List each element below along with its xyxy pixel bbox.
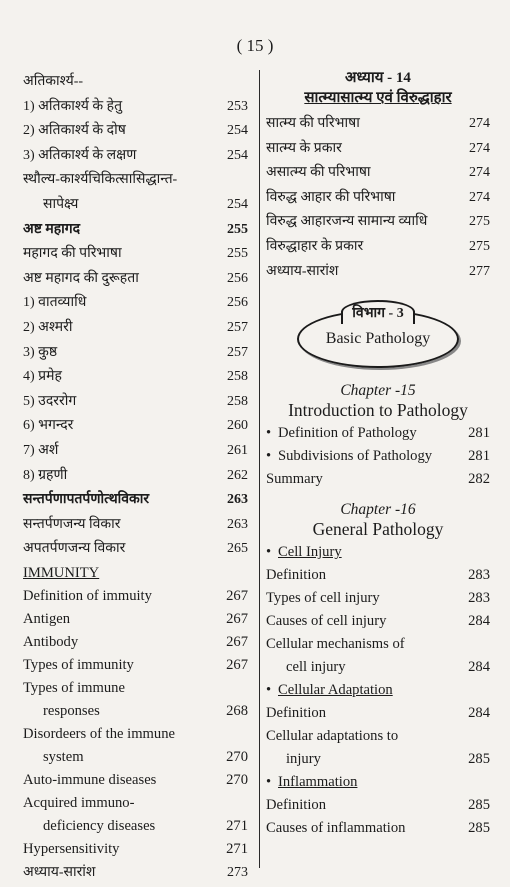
toc-entry-left	[43, 817, 155, 836]
toc-entry-title: Acquired immuno-	[23, 794, 135, 811]
toc-entry-left	[266, 589, 380, 608]
toc-entry-title: system	[43, 748, 84, 765]
toc-entry-left	[23, 656, 134, 675]
toc-entry	[23, 771, 248, 790]
toc-entry	[23, 220, 248, 240]
toc-entry-page: 265	[227, 541, 248, 557]
toc-entry-page: 271	[226, 817, 248, 834]
toc-entry	[266, 796, 490, 815]
toc-entry-page: 285	[468, 797, 490, 814]
chapter-15-list	[266, 424, 490, 489]
toc-entry-title: Cellular Adaptation	[278, 682, 393, 699]
toc-entry-title: Inflammation	[278, 774, 358, 791]
bullet-icon: •	[266, 682, 272, 699]
toc-entry-left	[266, 704, 326, 723]
toc-entry-left	[23, 587, 152, 606]
toc-entry-page: 258	[227, 369, 248, 385]
toc-entry-title: Antigen	[23, 610, 71, 627]
toc-entry-title: असात्म्य की परिभाषा	[266, 165, 371, 181]
toc-entry-page: 258	[227, 393, 248, 409]
toc-entry-page: 254	[227, 147, 248, 163]
toc-entry-left	[23, 220, 80, 240]
toc-entry-title: Definition of immuity	[23, 587, 152, 604]
toc-entry-left	[266, 163, 371, 183]
toc-entry-page: 263	[227, 492, 248, 508]
toc-entry	[23, 794, 248, 813]
toc-left-column	[23, 72, 248, 887]
toc-entry-left	[43, 748, 84, 767]
toc-entry-page: 271	[226, 840, 248, 857]
toc-entry-page: 284	[468, 705, 490, 722]
toc-entry	[266, 635, 490, 654]
toc-entry-page: 274	[469, 140, 490, 156]
toc-entry-left	[286, 750, 321, 769]
toc-entry-left	[266, 819, 405, 838]
toc-entry-title: 7) अर्श	[23, 442, 59, 458]
toc-entry-left	[266, 773, 357, 792]
toc-entry-page: 253	[227, 98, 248, 114]
toc-entry-page: 268	[226, 702, 248, 719]
toc-entry	[23, 564, 248, 583]
section-tab: विभाग - 3	[341, 300, 415, 324]
toc-entry-left	[23, 515, 120, 535]
toc-entry-title: अध्याय-सारांश	[266, 263, 339, 279]
toc-entry	[266, 212, 490, 232]
toc-entry-title: 8) ग्रहणी	[23, 467, 68, 483]
toc-entry-left	[23, 725, 175, 744]
chapter-14-list	[266, 114, 490, 282]
toc-entry-page: 277	[469, 263, 490, 279]
toc-entry-left	[23, 490, 149, 510]
toc-entry-title: responses	[43, 702, 100, 719]
toc-entry-title: Disordeers of the immune	[23, 725, 175, 742]
chapter-16-label: Chapter -16	[340, 501, 416, 519]
toc-entry-page: 283	[468, 590, 490, 607]
toc-entry-title: 1) अतिकार्श्य के हेतु	[23, 98, 123, 114]
toc-entry	[23, 121, 248, 141]
chapter-14-label: अध्याय - 14	[345, 70, 411, 86]
toc-entry	[266, 566, 490, 585]
bullet-icon: •	[266, 774, 272, 791]
toc-entry-left	[23, 863, 95, 883]
toc-entry-title: Cell Injury	[278, 544, 342, 561]
toc-entry	[23, 515, 248, 535]
toc-entry-left	[266, 543, 342, 562]
toc-entry-title: विरुद्ध आहारजन्य सामान्य व्याधि	[266, 214, 428, 230]
toc-entry-title: Definition	[266, 567, 326, 584]
toc-entry-left	[23, 416, 73, 436]
toc-entry	[23, 97, 248, 117]
toc-entry-left	[266, 114, 360, 134]
toc-entry-left	[266, 188, 395, 208]
toc-entry-page: 267	[226, 656, 248, 673]
toc-entry-left	[266, 635, 405, 654]
toc-entry-title: cell injury	[286, 659, 346, 676]
toc-entry-title: सन्तर्पणापतर्पणोत्थविकार	[23, 492, 150, 508]
toc-entry	[266, 543, 490, 562]
toc-entry	[266, 681, 490, 700]
toc-entry-page: 255	[227, 221, 248, 237]
toc-entry-page: 254	[227, 123, 248, 139]
toc-entry-page: 285	[468, 820, 490, 837]
toc-entry	[23, 416, 248, 436]
column-divider	[259, 70, 260, 868]
toc-entry-title: Cellular adaptations to	[266, 728, 399, 745]
toc-entry	[23, 817, 248, 836]
toc-entry	[266, 262, 490, 282]
toc-entry-title: IMMUNITY	[23, 564, 100, 581]
toc-entry-left	[266, 612, 386, 631]
toc-entry-left	[23, 97, 122, 117]
toc-entry	[266, 658, 490, 677]
toc-entry-title: Causes of cell injury	[266, 613, 387, 630]
toc-entry-page: 275	[469, 214, 490, 230]
toc-entry-title: 1) वातव्याधि	[23, 295, 87, 311]
toc-entry-page: 257	[227, 319, 248, 335]
toc-entry-left	[266, 139, 342, 159]
toc-entry	[23, 840, 248, 859]
toc-entry-title: Definition	[266, 705, 326, 722]
bullet-icon: •	[266, 448, 272, 465]
toc-entry-title: 2) अतिकार्श्य के दोष	[23, 123, 126, 139]
toc-entry-page: 256	[227, 270, 248, 286]
toc-entry-title: 3) अतिकार्श्य के लक्षण	[23, 147, 137, 163]
toc-entry-page: 283	[468, 567, 490, 584]
toc-entry-page: 261	[227, 442, 248, 458]
toc-entry	[266, 750, 490, 769]
toc-entry-title: स्थौल्य-कार्श्यचिकित्सासिद्धान्त-	[23, 172, 178, 188]
toc-entry-title: सन्तर्पणजन्य विकार	[23, 516, 121, 532]
toc-entry	[23, 343, 248, 363]
toc-entry-title: Types of immunity	[23, 656, 134, 673]
toc-entry	[23, 392, 248, 412]
toc-entry-title: 6) भगन्दर	[23, 418, 74, 434]
toc-entry	[266, 447, 490, 466]
toc-entry-left	[23, 539, 125, 559]
toc-entry	[23, 146, 248, 166]
toc-entry-page: 267	[226, 610, 248, 627]
toc-entry-page: 275	[469, 238, 490, 254]
toc-entry-left	[23, 318, 73, 338]
toc-entry-left	[266, 424, 417, 443]
toc-entry	[266, 163, 490, 183]
toc-entry-title: अतिकार्श्य--	[23, 74, 84, 89]
toc-entry-page: 267	[226, 587, 248, 604]
toc-entry-left	[23, 72, 83, 92]
toc-entry-title: अष्ट महागद	[23, 221, 81, 237]
toc-entry	[266, 470, 490, 489]
toc-entry	[23, 539, 248, 559]
bullet-icon: •	[266, 544, 272, 561]
toc-entry-page: 273	[227, 864, 248, 880]
toc-entry	[266, 612, 490, 631]
toc-entry-page: 270	[226, 748, 248, 765]
toc-entry-title: Definition of Pathology	[278, 425, 417, 442]
toc-entry-title: Causes of inflammation	[266, 820, 406, 837]
section-title: Basic Pathology	[325, 330, 431, 348]
toc-entry-title: Hypersensitivity	[23, 840, 120, 857]
toc-entry-title: injury	[286, 751, 321, 768]
toc-entry	[266, 727, 490, 746]
toc-entry-left	[266, 237, 363, 257]
toc-entry-left	[23, 269, 139, 289]
toc-entry-left	[266, 681, 393, 700]
toc-entry-left	[23, 146, 136, 166]
toc-entry-left	[23, 794, 134, 813]
toc-entry-title: Auto-immune diseases	[23, 771, 157, 788]
toc-entry	[23, 679, 248, 698]
chapter-15-label: Chapter -15	[340, 382, 416, 400]
toc-entry	[23, 244, 248, 264]
chapter-16-title: General Pathology	[312, 519, 444, 540]
toc-entry	[23, 490, 248, 510]
toc-entry-left	[266, 212, 427, 232]
toc-entry	[23, 269, 248, 289]
toc-entry-title: 5) उदररोग	[23, 393, 77, 409]
toc-entry-title: अपतर्पणजन्य विकार	[23, 541, 126, 557]
toc-entry	[23, 748, 248, 767]
toc-entry-left	[23, 466, 67, 486]
toc-entry-page: 255	[227, 246, 248, 262]
toc-entry-left	[23, 840, 119, 859]
toc-entry-left	[266, 262, 338, 282]
toc-entry-page: 257	[227, 344, 248, 360]
toc-entry-title: Antibody	[23, 633, 79, 650]
toc-entry-left	[23, 679, 125, 698]
toc-entry	[23, 702, 248, 721]
page-number: ( 15 )	[236, 36, 274, 55]
toc-entry	[23, 633, 248, 652]
toc-entry-title: Types of immune	[23, 679, 125, 696]
toc-entry	[266, 139, 490, 159]
toc-entry-page: 270	[226, 771, 248, 788]
toc-entry-title: Types of cell injury	[266, 590, 380, 607]
bullet-icon: •	[266, 425, 272, 442]
toc-entry-page: 281	[468, 425, 490, 442]
toc-entry-left	[43, 195, 78, 215]
toc-entry-left	[23, 170, 177, 190]
toc-entry-title: Cellular mechanisms of	[266, 636, 405, 653]
toc-entry-left	[266, 470, 323, 489]
toc-entry	[23, 587, 248, 606]
toc-entry-title: Definition	[266, 797, 326, 814]
toc-entry-left	[23, 392, 76, 412]
toc-entry-page: 274	[469, 189, 490, 205]
toc-entry-left	[23, 564, 99, 583]
toc-entry-title: Summary	[266, 471, 323, 488]
chapter-14-title: सात्म्यासात्म्य एवं विरुद्धाहार	[304, 90, 452, 106]
toc-entry-title: विरुद्ध आहार की परिभाषा	[266, 189, 396, 205]
toc-entry-title: deficiency diseases	[43, 817, 156, 834]
toc-entry	[266, 114, 490, 134]
toc-entry	[23, 441, 248, 461]
toc-entry-title: Subdivisions of Pathology	[278, 448, 433, 465]
toc-entry	[266, 188, 490, 208]
toc-entry	[23, 170, 248, 190]
toc-entry-left	[43, 702, 100, 721]
toc-entry	[23, 466, 248, 486]
toc-entry-page: 274	[469, 116, 490, 131]
toc-entry	[23, 72, 248, 92]
toc-entry-left	[23, 343, 57, 363]
toc-entry-page: 260	[227, 418, 248, 434]
toc-entry-page: 263	[227, 516, 248, 532]
toc-entry-title: सात्म्य की परिभाषा	[266, 116, 360, 131]
toc-entry	[23, 725, 248, 744]
toc-entry-title: अध्याय-सारांश	[23, 864, 96, 880]
toc-right-column	[266, 68, 490, 842]
toc-entry	[266, 704, 490, 723]
toc-entry-left	[23, 610, 70, 629]
toc-entry-left	[286, 658, 346, 677]
toc-entry	[23, 367, 248, 387]
toc-entry-page: 285	[468, 751, 490, 768]
toc-entry-left	[266, 796, 326, 815]
toc-entry-page: 282	[468, 471, 490, 488]
toc-entry-page: 262	[227, 467, 248, 483]
toc-entry-left	[23, 244, 122, 264]
toc-entry	[23, 318, 248, 338]
toc-entry-left	[23, 293, 86, 313]
toc-entry-title: सापेक्ष्य	[43, 196, 79, 212]
toc-entry	[266, 773, 490, 792]
toc-entry	[23, 610, 248, 629]
toc-entry-title: 2) अश्मरी	[23, 319, 73, 335]
toc-entry-title: महागद की परिभाषा	[23, 246, 122, 262]
toc-entry	[266, 237, 490, 257]
toc-entry-title: सात्म्य के प्रकार	[266, 140, 342, 156]
toc-entry	[266, 589, 490, 608]
toc-entry-page: 267	[226, 633, 248, 650]
toc-entry-title: 4) प्रमेह	[23, 369, 62, 385]
chapter-16-list	[266, 543, 490, 838]
toc-entry-left	[23, 633, 78, 652]
toc-entry	[23, 195, 248, 215]
toc-entry-title: विरुद्धाहार के प्रकार	[266, 238, 364, 254]
toc-entry	[23, 293, 248, 313]
toc-entry-left	[266, 727, 398, 746]
toc-entry	[23, 863, 248, 883]
toc-entry-page: 254	[227, 196, 248, 212]
toc-entry-page: 284	[468, 659, 490, 676]
toc-entry-left	[23, 441, 58, 461]
toc-entry-title: अष्ट महागद की दुरूहता	[23, 270, 139, 286]
toc-entry-page: 281	[468, 448, 490, 465]
toc-entry-page: 274	[469, 165, 490, 181]
toc-entry-page: 256	[227, 295, 248, 311]
toc-entry-left	[23, 367, 62, 387]
chapter-15-title: Introduction to Pathology	[288, 400, 468, 421]
toc-entry-left	[23, 121, 126, 141]
toc-entry-title: 3) कुष्ठ	[23, 344, 58, 360]
toc-entry	[266, 424, 490, 443]
toc-entry-left	[23, 771, 156, 790]
toc-entry-left	[266, 566, 326, 585]
toc-entry	[266, 819, 490, 838]
toc-entry	[23, 656, 248, 675]
toc-entry-page: 284	[468, 613, 490, 630]
toc-entry-left	[266, 447, 432, 466]
